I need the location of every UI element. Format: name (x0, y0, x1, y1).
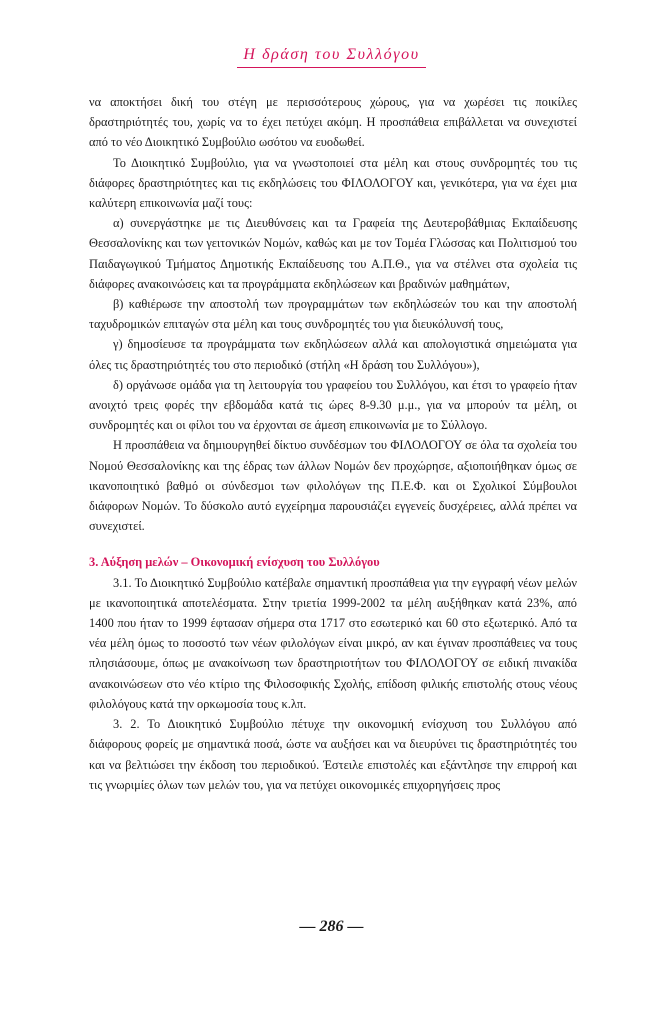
header-title: Η δράση του Συλλόγου (237, 46, 425, 68)
section-paragraph-3-2: 3. 2. Το Διοικητικό Συμβούλιο πέτυχε την οικονομική ενίσχυση του Συλλόγου από διάφορους φορείς με σημαντικά ποσά, ώστε να αυξήσει και να διευρύνει τις δραστηριότητές του και να βελτιώσει την έκδοση του περιοδικού. Έστειλε επιστολές και εξάντλησε την επιρροή και τις γνωριμίες όλων των μελών του, για να πετύχει οικονομικές επιχορηγήσεις προς (89, 717, 577, 792)
paragraph: Το Διοικητικό Συμβούλιο, για να γνωστοποιεί στα μέλη και στους συνδρομητές του τις διάφορες δραστηριότητες και τις εκδηλώσεις του ΦΙΛΟΛΟΓΟΥ και, γενικότερα, για να έχει μια καλύτερη επικοινωνία μαζί τους: (89, 155, 577, 211)
body-text (89, 92, 577, 795)
list-item-d: δ) οργάνωσε ομάδα για τη λειτουργία του γραφείου του Συλλόγου, και έτσι το γραφείο ήταν ανοιχτό τρεις φορές την εβδομάδα κατά τις ώρες 8-9.30 μ.μ., για να μπορούν τα μέλη, οι συνδρομητές και οι φίλοι του να έρχονται σε άμεση επικοινωνία με το Σύλλογο. (89, 377, 577, 433)
paragraph: Η προσπάθεια να δημιουργηθεί δίκτυο συνδέσμων του ΦΙΛΟΛΟΓΟΥ σε όλα τα σχολεία του Νομού Θεσσαλονίκης και της έδρας των άλλων Νομών δεν προχώρησε, αξιοποιήθηκαν όμως σε ικανοποιητικό βαθμό οι σύνδεσμοι των φιλολόγων της Π.Ε.Φ. και οι Σχολικοί Σύμβουλοι διάφορων Νομών. Το δύσκολο αυτό εγχείρημα παρουσιάζει εγγενείς δυσχέρειες, αλλά πρέπει να συνεχιστεί. (89, 438, 577, 534)
list-item-a: α) συνεργάστηκε με τις Διευθύνσεις και τα Γραφεία της Δευτεροβάθμιας Εκπαίδευσης Θεσσαλονίκης και των γειτονικών Νομών, καθώς και με τον Τομέα Γλώσσας και Πολιτισμού του Παιδαγωγικού Τμήματος Δημοτικής Εκπαίδευσης του Α.Π.Θ., για να στέλνει στα σχολεία τις διάφορες ανακοινώσεις και τα προγράμματα εκδηλώσεων και βραδινών μαθημάτων, (89, 216, 577, 291)
section-paragraph-3-1: 3.1. Το Διοικητικό Συμβούλιο κατέβαλε σημαντική προσπάθεια για την εγγραφή νέων μελών με ικανοποιητικά αποτελέσματα. Στην τριετία 1999-2002 τα μέλη αυξήθηκαν κατά 23%, από 1400 που ήταν το 1999 έφτασαν σήμερα στα 1717 στο εσωτερικό και 60 στο εξωτερικό. Από τα νέα μέλη όμως το ποσοστό των νέων φιλολόγων είναι μικρό, αν και έγιναν προσπάθειες να τους πλησιάσουμε, όπως με ανακοίνωση των δραστηριοτήτων του ΦΙΛΟΛΟΓΟΥ σε ειδική πινακίδα ανακοινώσεων στο νέο κτίριο της Φιλοσοφικής Σχολής, επίδοση φιλικής επιστολής στους νέους φιλολόγους κατά την ορκωμοσία τους κ.λπ. (89, 575, 577, 711)
section-heading: 3. Αύξηση μελών – Οικονομική ενίσχυση του Συλλόγου (89, 555, 380, 570)
list-item-b: β) καθιέρωσε την αποστολή των προγραμμάτων των εκδηλώσεών του και την αποστολή ταχυδρομικών επιταγών στα μέλη και τους συνδρομητές του για διευκόλυνσή τους, (89, 297, 577, 332)
paragraph-continuation: να αποκτήσει δική του στέγη με περισσότερους χώρους, για να χωρέσει τις ποικίλες δραστηριότητές του, χωρίς να το έχει πετύχει ακόμη. Η προσπάθεια επιβάλλεται να συνεχιστεί από το νέο Διοικητικό Συμβούλιο ωσότου να ευοδωθεί. (89, 95, 577, 150)
running-header (0, 46, 663, 68)
page-number: — 286 — (299, 918, 364, 935)
list-item-c: γ) δημοσίευσε τα προγράμματα των εκδηλώσεων αλλά και απολογιστικά σημειώματα για όλες τις δραστηριότητές του στο περιοδικό (στήλη «Η δράση του Συλλόγου»), (89, 337, 577, 372)
